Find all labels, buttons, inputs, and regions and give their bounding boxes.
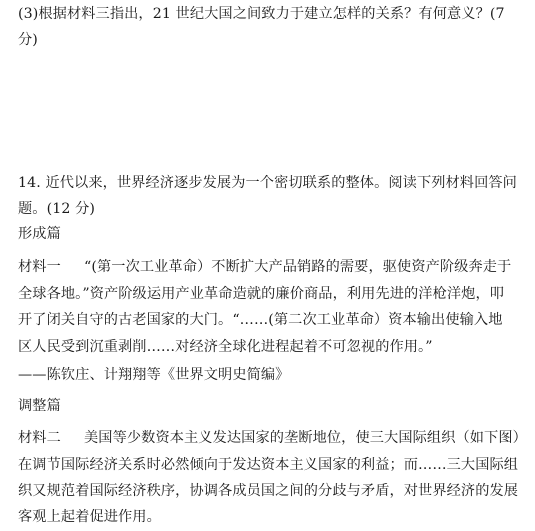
material-1-label: 材料一 xyxy=(18,259,61,275)
material-2-line-3: 织又规范着国际经济秩序，协调各成员国之间的分歧与矛盾，对世界经济的发展 xyxy=(18,483,519,499)
section-2-heading: 调整篇 xyxy=(18,398,61,414)
material-2-text-start: 美国等少数资本主义发达国家的垄断地位，使三大国际组织（如下图） xyxy=(84,430,527,446)
material-1-line-3: 开了闭关自守的古老国家的大门。“……(第二次工业革命）资本输出使输入地 xyxy=(18,312,503,328)
material-1-source: ——陈钦庄、计翔翔等《世界文明史简编》 xyxy=(18,367,290,383)
material-1-line-2: 全球各地。”资产阶级运用产业革命造就的廉价商品，利用先进的洋枪洋炮，叩 xyxy=(18,286,505,302)
material-1-text-start: “(第一次工业革命）不断扩大产品销路的需要，驱使资产阶级奔走于 xyxy=(84,259,512,275)
section-1-heading: 形成篇 xyxy=(18,226,61,242)
question-14-line-2: 题。(12 分) xyxy=(18,201,95,217)
material-1-line-4: 区人民受到沉重剥削……对经济全球化进程起着不可忽视的作用。” xyxy=(18,339,433,355)
question-3-line-2: 分) xyxy=(18,32,38,48)
material-2-line-2: 在调节国际经济关系时必然倾向于发达资本主义国家的利益；而……三大国际组 xyxy=(18,457,519,473)
material-2-line-1 xyxy=(18,428,527,448)
material-2-label: 材料二 xyxy=(18,430,61,446)
material-2-line-4: 客观上起着促进作用。 xyxy=(18,509,161,525)
question-14-line-1: 14. 近代以来，世界经济逐步发展为一个密切联系的整体。阅读下列材料回答问 xyxy=(18,175,517,191)
question-3-line-1: (3)根据材料三指出，21 世纪大国之间致力于建立怎样的关系？有何意义？(7 xyxy=(18,6,505,22)
material-1-line-1 xyxy=(18,257,511,277)
